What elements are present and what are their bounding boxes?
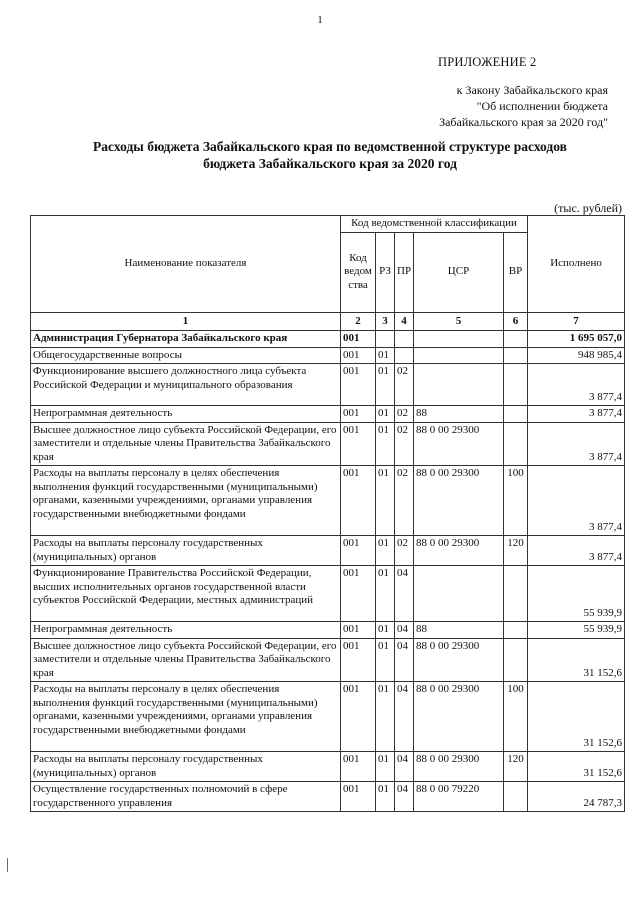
row-name-cell: Администрация Губернатора Забайкальского края: [31, 331, 341, 348]
table-row: [31, 682, 625, 752]
title-line: бюджета Забайкальского края за 2020 год: [203, 156, 457, 171]
row-rz-cell: [376, 331, 395, 348]
row-value-cell: 3 877,4: [528, 406, 625, 423]
row-rz-cell: 01: [376, 422, 395, 466]
row-csr-cell: 88 0 00 79220: [414, 782, 504, 812]
header-ved: Код ведом ства: [341, 232, 376, 312]
col-number: 2: [341, 312, 376, 331]
row-csr-cell: 88 0 00 29300: [414, 536, 504, 566]
table-row: [31, 536, 625, 566]
row-ved-cell: 001: [341, 782, 376, 812]
row-pr-cell: 02: [395, 466, 414, 536]
header-name: Наименование показателя: [31, 216, 341, 313]
row-value-cell: 3 877,4: [528, 536, 625, 566]
table-row: [31, 406, 625, 423]
row-rz-cell: 01: [376, 466, 395, 536]
row-pr-cell: 04: [395, 682, 414, 752]
row-vr-cell: [504, 331, 528, 348]
row-ved-cell: 001: [341, 422, 376, 466]
row-rz-cell: 01: [376, 782, 395, 812]
row-value-cell: 31 152,6: [528, 638, 625, 682]
row-vr-cell: [504, 782, 528, 812]
row-name-cell: Функционирование высшего должностного лица субъекта Российской Федерации и муниципального образования: [31, 364, 341, 406]
scan-margin-mark: [7, 858, 8, 872]
row-rz-cell: 01: [376, 752, 395, 782]
row-vr-cell: [504, 364, 528, 406]
row-name-cell: Расходы на выплаты персоналу государственных (муниципальных) органов: [31, 752, 341, 782]
row-vr-cell: [504, 566, 528, 622]
col-number: 6: [504, 312, 528, 331]
col-number: 7: [528, 312, 625, 331]
row-ved-cell: 001: [341, 364, 376, 406]
row-rz-cell: 01: [376, 566, 395, 622]
row-csr-cell: [414, 566, 504, 622]
row-csr-cell: [414, 331, 504, 348]
table-row: [31, 347, 625, 364]
row-ved-cell: 001: [341, 622, 376, 639]
row-csr-cell: 88 0 00 29300: [414, 752, 504, 782]
row-vr-cell: [504, 406, 528, 423]
table-row: [31, 422, 625, 466]
table-row: [31, 752, 625, 782]
row-rz-cell: 01: [376, 347, 395, 364]
header-pr: ПР: [395, 232, 414, 312]
row-value-cell: 3 877,4: [528, 422, 625, 466]
row-ved-cell: 001: [341, 752, 376, 782]
row-rz-cell: 01: [376, 536, 395, 566]
header-csr: ЦСР: [414, 232, 504, 312]
row-ved-cell: 001: [341, 347, 376, 364]
row-rz-cell: 01: [376, 406, 395, 423]
row-csr-cell: [414, 347, 504, 364]
header-rz: РЗ: [376, 232, 395, 312]
row-vr-cell: [504, 347, 528, 364]
row-rz-cell: 01: [376, 638, 395, 682]
row-pr-cell: [395, 331, 414, 348]
row-csr-cell: [414, 364, 504, 406]
row-csr-cell: 88: [414, 406, 504, 423]
row-value-cell: 55 939,9: [528, 566, 625, 622]
row-csr-cell: 88 0 00 29300: [414, 422, 504, 466]
row-vr-cell: 100: [504, 682, 528, 752]
row-pr-cell: 04: [395, 622, 414, 639]
row-rz-cell: 01: [376, 364, 395, 406]
row-pr-cell: 04: [395, 782, 414, 812]
row-name-cell: Высшее должностное лицо субъекта Российской Федерации, его заместители и отдельные члены Правительства Забайкальского края: [31, 422, 341, 466]
row-csr-cell: 88 0 00 29300: [414, 466, 504, 536]
row-rz-cell: 01: [376, 622, 395, 639]
row-rz-cell: 01: [376, 682, 395, 752]
row-name-cell: Высшее должностное лицо субъекта Российской Федерации, его заместители и отдельные члены Правительства Забайкальского края: [31, 638, 341, 682]
row-pr-cell: 02: [395, 406, 414, 423]
row-name-cell: Непрограммная деятельность: [31, 406, 341, 423]
law-line: к Закону Забайкальского края: [456, 83, 608, 97]
units-label: (тыс. рублей): [554, 201, 622, 215]
row-name-cell: Общегосударственные вопросы: [31, 347, 341, 364]
table-row: [31, 566, 625, 622]
row-name-cell: Расходы на выплаты персоналу государственных (муниципальных) органов: [31, 536, 341, 566]
row-name-cell: Расходы на выплаты персоналу в целях обеспечения выполнения функций государственными (муниципальными) органами, казенными учреждениями, органами управления государственными внебюджетными фондами: [31, 682, 341, 752]
row-name-cell: Осуществление государственных полномочий в сфере государственного управления: [31, 782, 341, 812]
col-number: 5: [414, 312, 504, 331]
row-vr-cell: 120: [504, 752, 528, 782]
row-pr-cell: 04: [395, 752, 414, 782]
row-ved-cell: 001: [341, 638, 376, 682]
row-value-cell: 31 152,6: [528, 682, 625, 752]
row-value-cell: 31 152,6: [528, 752, 625, 782]
expenditure-table: [30, 215, 625, 812]
row-vr-cell: 100: [504, 466, 528, 536]
col-number: 3: [376, 312, 395, 331]
row-name-cell: Функционирование Правительства Российской Федерации, высших исполнительных органов государственной власти субъектов Российской Федерации, местных администраций: [31, 566, 341, 622]
table-row: [31, 466, 625, 536]
table-body: [31, 331, 625, 812]
row-value-cell: 24 787,3: [528, 782, 625, 812]
row-csr-cell: 88 0 00 29300: [414, 682, 504, 752]
document-title: [50, 138, 610, 172]
row-pr-cell: 02: [395, 422, 414, 466]
row-value-cell: 55 939,9: [528, 622, 625, 639]
row-ved-cell: 001: [341, 406, 376, 423]
page-number: 1: [317, 14, 323, 26]
row-pr-cell: 04: [395, 638, 414, 682]
row-pr-cell: 02: [395, 364, 414, 406]
row-vr-cell: 120: [504, 536, 528, 566]
row-ved-cell: 001: [341, 466, 376, 536]
appendix-label: ПРИЛОЖЕНИЕ 2: [438, 55, 537, 69]
row-vr-cell: [504, 638, 528, 682]
header-classification: Код ведомственной классификации: [341, 216, 528, 233]
row-vr-cell: [504, 622, 528, 639]
row-pr-cell: 02: [395, 536, 414, 566]
table-row: [31, 782, 625, 812]
table-row: [31, 638, 625, 682]
law-line: "Об исполнении бюджета: [476, 99, 608, 113]
row-ved-cell: 001: [341, 566, 376, 622]
row-csr-cell: 88 0 00 29300: [414, 638, 504, 682]
row-value-cell: 948 985,4: [528, 347, 625, 364]
col-number: 4: [395, 312, 414, 331]
law-reference: [408, 82, 608, 130]
row-csr-cell: 88: [414, 622, 504, 639]
row-vr-cell: [504, 422, 528, 466]
table-row: [31, 331, 625, 348]
table-row: [31, 622, 625, 639]
row-ved-cell: 001: [341, 536, 376, 566]
title-line: Расходы бюджета Забайкальского края по ведомственной структуре расходов: [93, 139, 567, 154]
col-number: 1: [31, 312, 341, 331]
row-name-cell: Расходы на выплаты персоналу в целях обеспечения выполнения функций государственными (муниципальными) органами, казенными учреждениями, органами управления государственными внебюджетными фондами: [31, 466, 341, 536]
row-name-cell: Непрограммная деятельность: [31, 622, 341, 639]
row-value-cell: 1 695 057,0: [528, 331, 625, 348]
row-value-cell: 3 877,4: [528, 364, 625, 406]
header-vr: ВР: [504, 232, 528, 312]
header-executed: Исполнено: [528, 216, 625, 313]
row-pr-cell: 04: [395, 566, 414, 622]
row-ved-cell: 001: [341, 682, 376, 752]
table-row: [31, 364, 625, 406]
law-line: Забайкальского края за 2020 год": [439, 115, 608, 129]
row-ved-cell: 001: [341, 331, 376, 348]
row-value-cell: 3 877,4: [528, 466, 625, 536]
row-pr-cell: [395, 347, 414, 364]
